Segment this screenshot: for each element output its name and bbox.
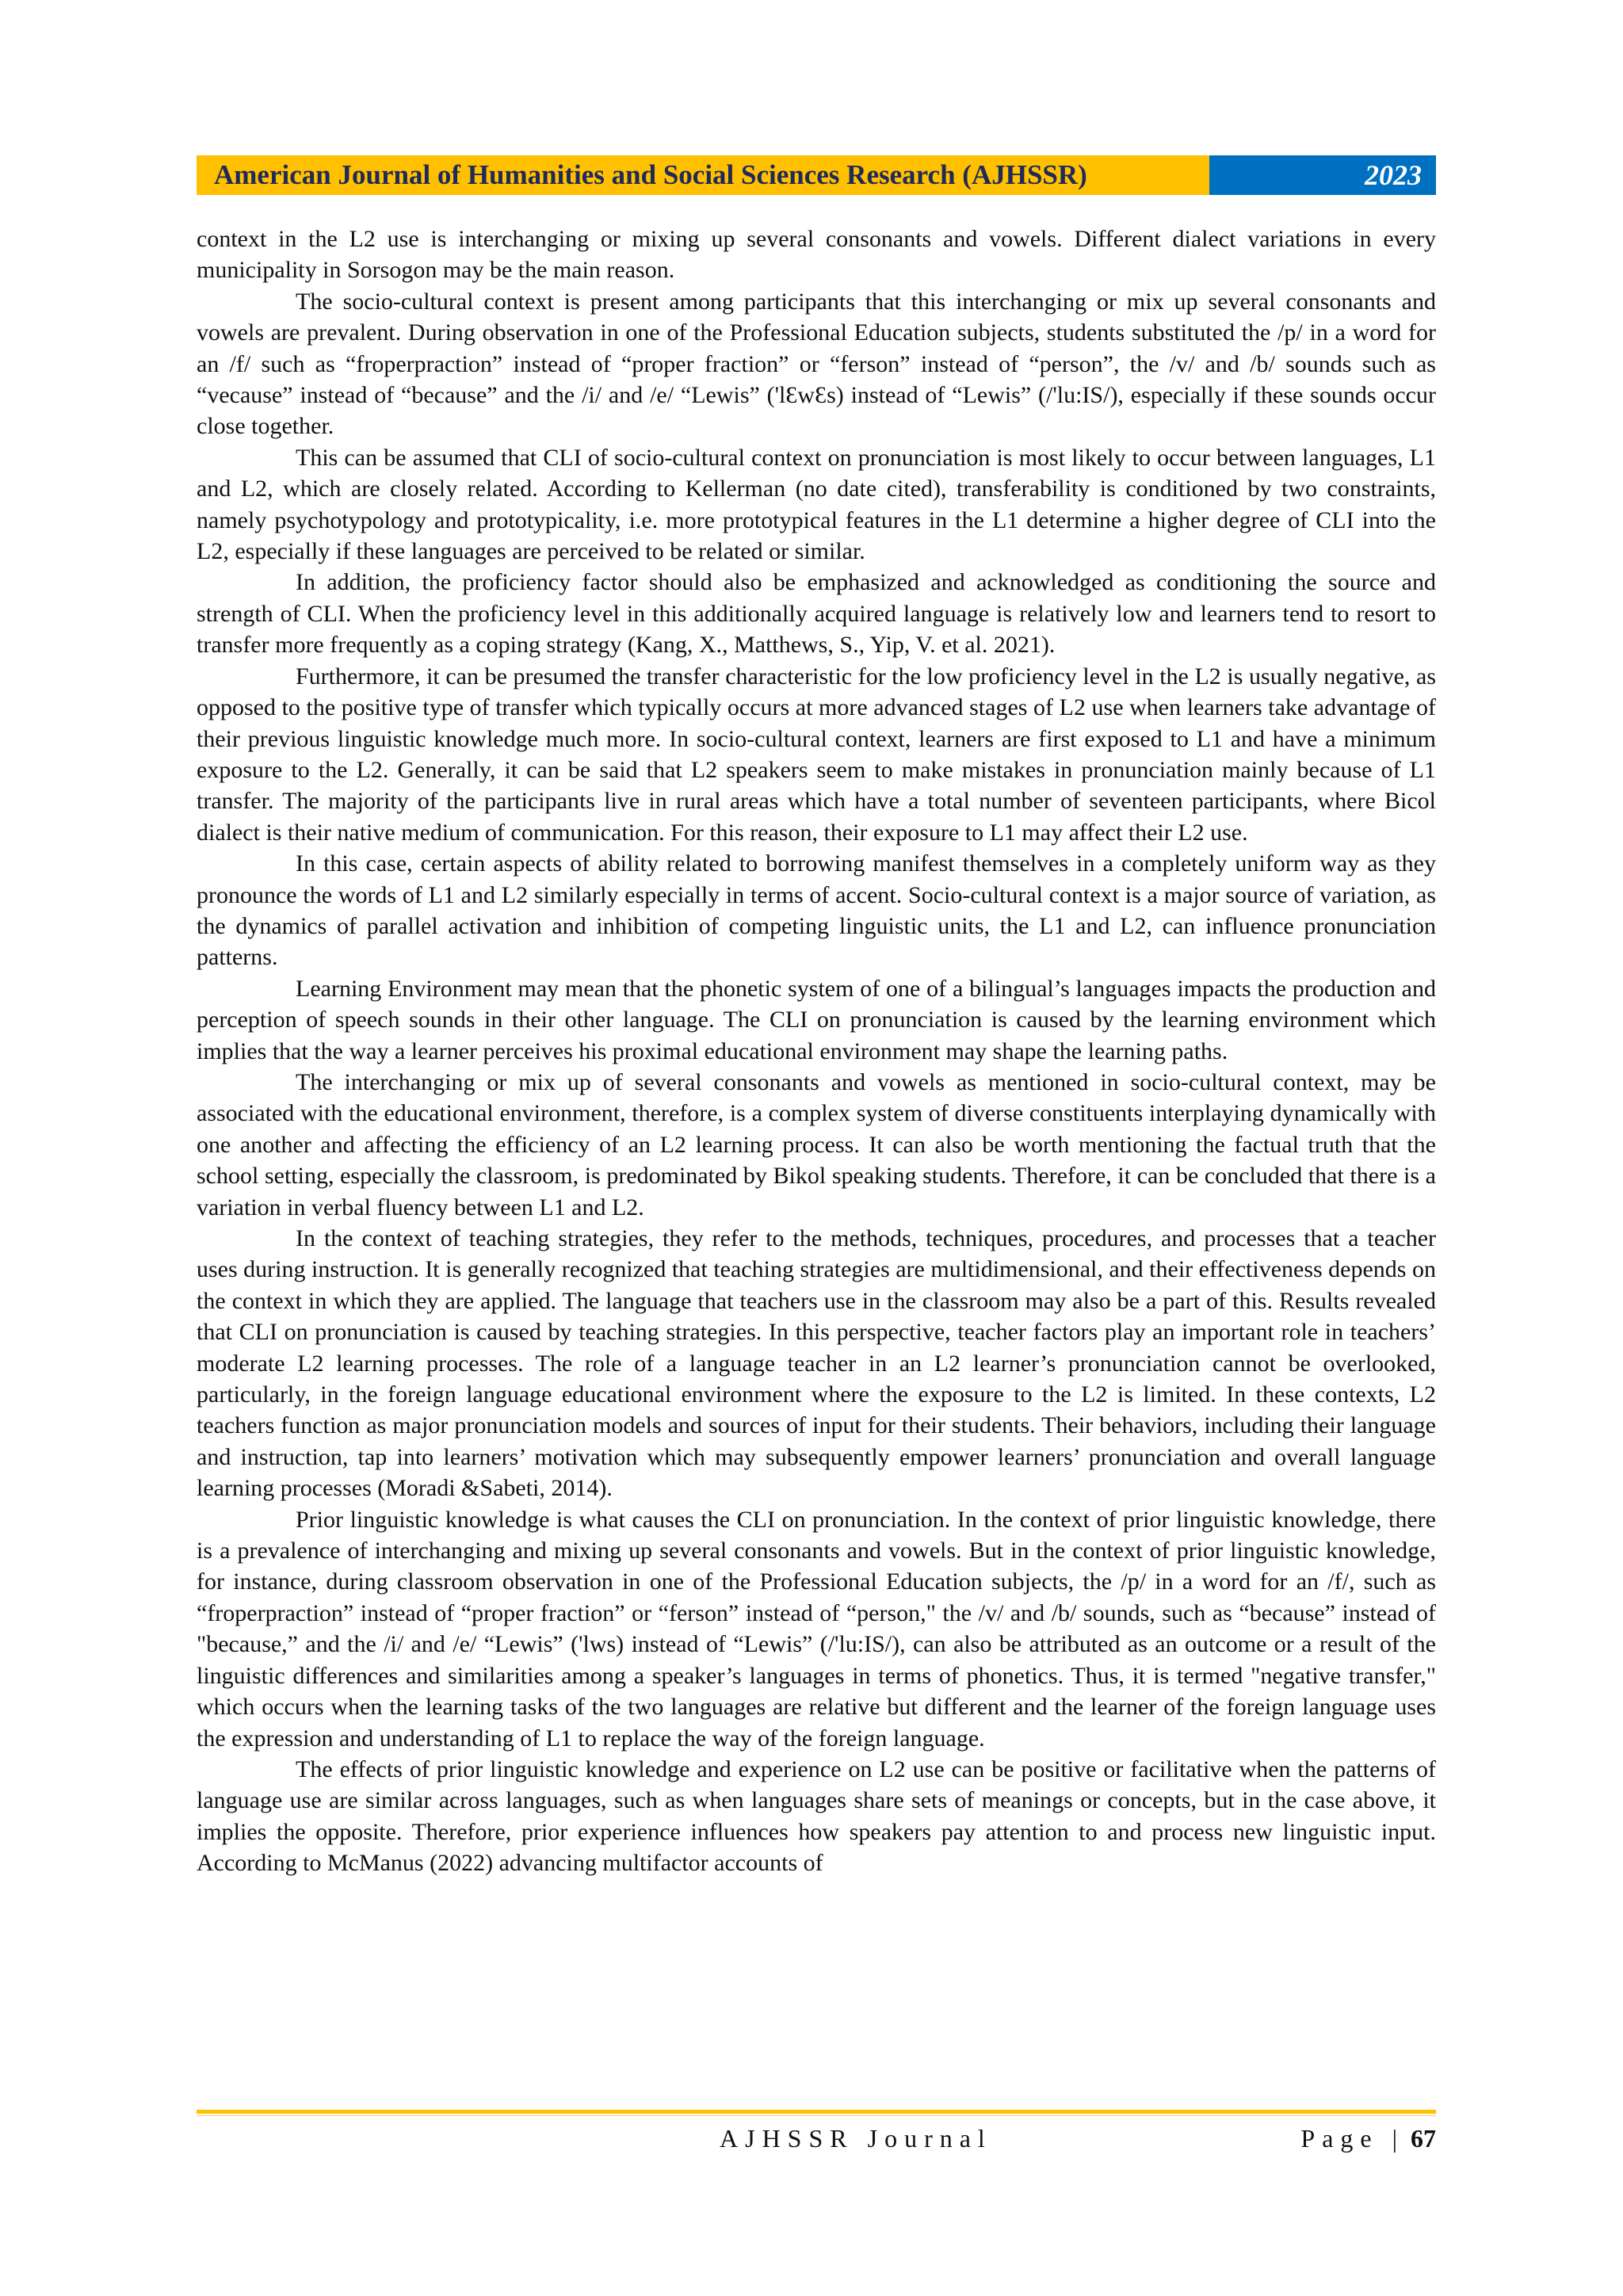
- paragraph: In addition, the proficiency factor should also be emphasized and acknowledged as conditioning the source and strength of CLI. When the proficiency level in this additionally acquired language is relatively low and learners tend to resort to transfer more frequently as a coping strategy (Kang, X., Matthews, S., Yip, V. et al. 2021).: [197, 569, 1436, 659]
- paragraph: The socio-cultural context is present among participants that this interchanging or mix up several consonants and vowels are prevalent. During observation in one of the Professional Education subjects, students substituted the /p/ in a word for an /f/ such as “froperpraction” instead of “proper fraction” or “ferson” instead of “person”, the /v/ and /b/ sounds such as “vecause” instead of “because” and the /i/ and /e/ “Lewis” ('lƐwƐs) instead of “Lewis” (/'lu:IS/), especially if these sounds occur close together.: [197, 288, 1436, 440]
- page-number: 67: [1411, 2124, 1436, 2153]
- page-footer: [197, 2124, 1436, 2159]
- paragraph: In this case, certain aspects of ability related to borrowing manifest themselves in a completely uniform way as they pronounce the words of L1 and L2 similarly especially in terms of accent. Socio-cultural context is a major source of variation, as the dynamics of parallel activation and inhibition of competing linguistic units, the L1 and L2, can influence pronunciation patterns.: [197, 850, 1436, 971]
- journal-title: American Journal of Humanities and Social Sciences Research (AJHSSR): [197, 155, 1209, 195]
- footer-page-label: Page |: [1300, 2124, 1404, 2153]
- paragraph: Furthermore, it can be presumed the transfer characteristic for the low proficiency level in the L2 is usually negative, as opposed to the positive type of transfer which typically occurs at more advanced stages of L2 use when learners take advantage of their previous linguistic knowledge much more. In socio-cultural context, learners are first exposed to L1 and have a minimum exposure to the L2. Generally, it can be said that L2 speakers seem to make mistakes in pronunciation mainly because of L1 transfer. The majority of the participants live in rural areas which have a total number of seventeen participants, where Bicol dialect is their native medium of communication. For this reason, their exposure to L1 may affect their L2 use.: [197, 663, 1436, 846]
- paragraph: The effects of prior linguistic knowledge and experience on L2 use can be positive or facilitative when the patterns of language use are similar across languages, such as when languages share sets of meanings or concepts, but in the case above, it implies the opposite. Therefore, prior experience influences how speakers pay attention to and process new linguistic input. According to McManus (2022) advancing multifactor accounts of: [197, 1755, 1436, 1877]
- journal-header: [197, 155, 1436, 195]
- paragraph: The interchanging or mix up of several consonants and vowels as mentioned in socio-cultural context, may be associated with the educational environment, therefore, is a complex system of diverse constituents interplaying dynamically with one another and affecting the efficiency of an L2 learning process. It can also be worth mentioning the factual truth that the school setting, especially the classroom, is predominated by Bikol speaking students. Therefore, it can be concluded that there is a variation in verbal fluency between L1 and L2.: [197, 1068, 1436, 1221]
- footer-journal-label: AJHSSR Journal: [720, 2124, 992, 2153]
- paragraph: Prior linguistic knowledge is what causes the CLI on pronunciation. In the context of prior linguistic knowledge, there is a prevalence of interchanging and mixing up several consonants and vowels. But in the context of prior linguistic knowledge, for instance, during classroom observation in one of the Professional Education subjects, the /p/ in a word for an /f/, such as “froperpraction” instead of “proper fraction” or “ferson” instead of “person," the /v/ and /b/ sounds, such as “because” instead of "because,” and the /i/ and /e/ “Lewis” ('lws) instead of “Lewis” (/'lu:IS/), can also be attributed as an outcome or a result of the linguistic differences and similarities among a speaker’s languages in terms of phonetics. Thus, it is termed "negative transfer," which occurs when the learning tasks of the two languages are relative but different and the learner of the foreign language uses the expression and understanding of L1 to replace the way of the foreign language.: [197, 1506, 1436, 1752]
- paragraph: In the context of teaching strategies, they refer to the methods, techniques, procedures, and processes that a teacher uses during instruction. It is generally recognized that teaching strategies are multidimensional, and their effectiveness depends on the context in which they are applied. The language that teachers use in the classroom may also be a part of this. Results revealed that CLI on pronunciation is caused by teaching strategies. In this perspective, teacher factors play an important role in teachers’ moderate L2 learning processes. The role of a language teacher in an L2 learner’s pronunciation cannot be overlooked, particularly, in the foreign language educational environment where the exposure to the L2 is limited. In these contexts, L2 teachers function as major pronunciation models and sources of input for their students. Their behaviors, including their language and instruction, tap into learners’ motivation which may subsequently empower learners’ pronunciation and overall language learning processes (Moradi &Sabeti, 2014).: [197, 1225, 1436, 1502]
- paragraph-continuation: context in the L2 use is interchanging or mixing up several consonants and vowels. Different dialect variations in every municipality in Sorsogon may be the main reason.: [197, 226, 1436, 284]
- footer-divider-thin: [197, 2115, 1436, 2116]
- journal-year: 2023: [1209, 155, 1436, 195]
- paragraph: Learning Environment may mean that the phonetic system of one of a bilingual’s languages impacts the production and perception of speech sounds in their other language. The CLI on pronunciation is caused by the learning environment which implies that the way a learner perceives his proximal educational environment may shape the learning paths.: [197, 975, 1436, 1064]
- article-body: [197, 223, 1436, 1879]
- footer-page-indicator: [1300, 2124, 1436, 2153]
- paragraph: This can be assumed that CLI of socio-cultural context on pronunciation is most likely to occur between languages, L1 and L2, which are closely related. According to Kellerman (no date cited), transferability is conditioned by two constraints, namely psychotypology and prototypicality, i.e. more prototypical features in the L1 determine a higher degree of CLI into the L2, especially if these languages are perceived to be related or similar.: [197, 444, 1436, 565]
- footer-divider: [197, 2110, 1436, 2114]
